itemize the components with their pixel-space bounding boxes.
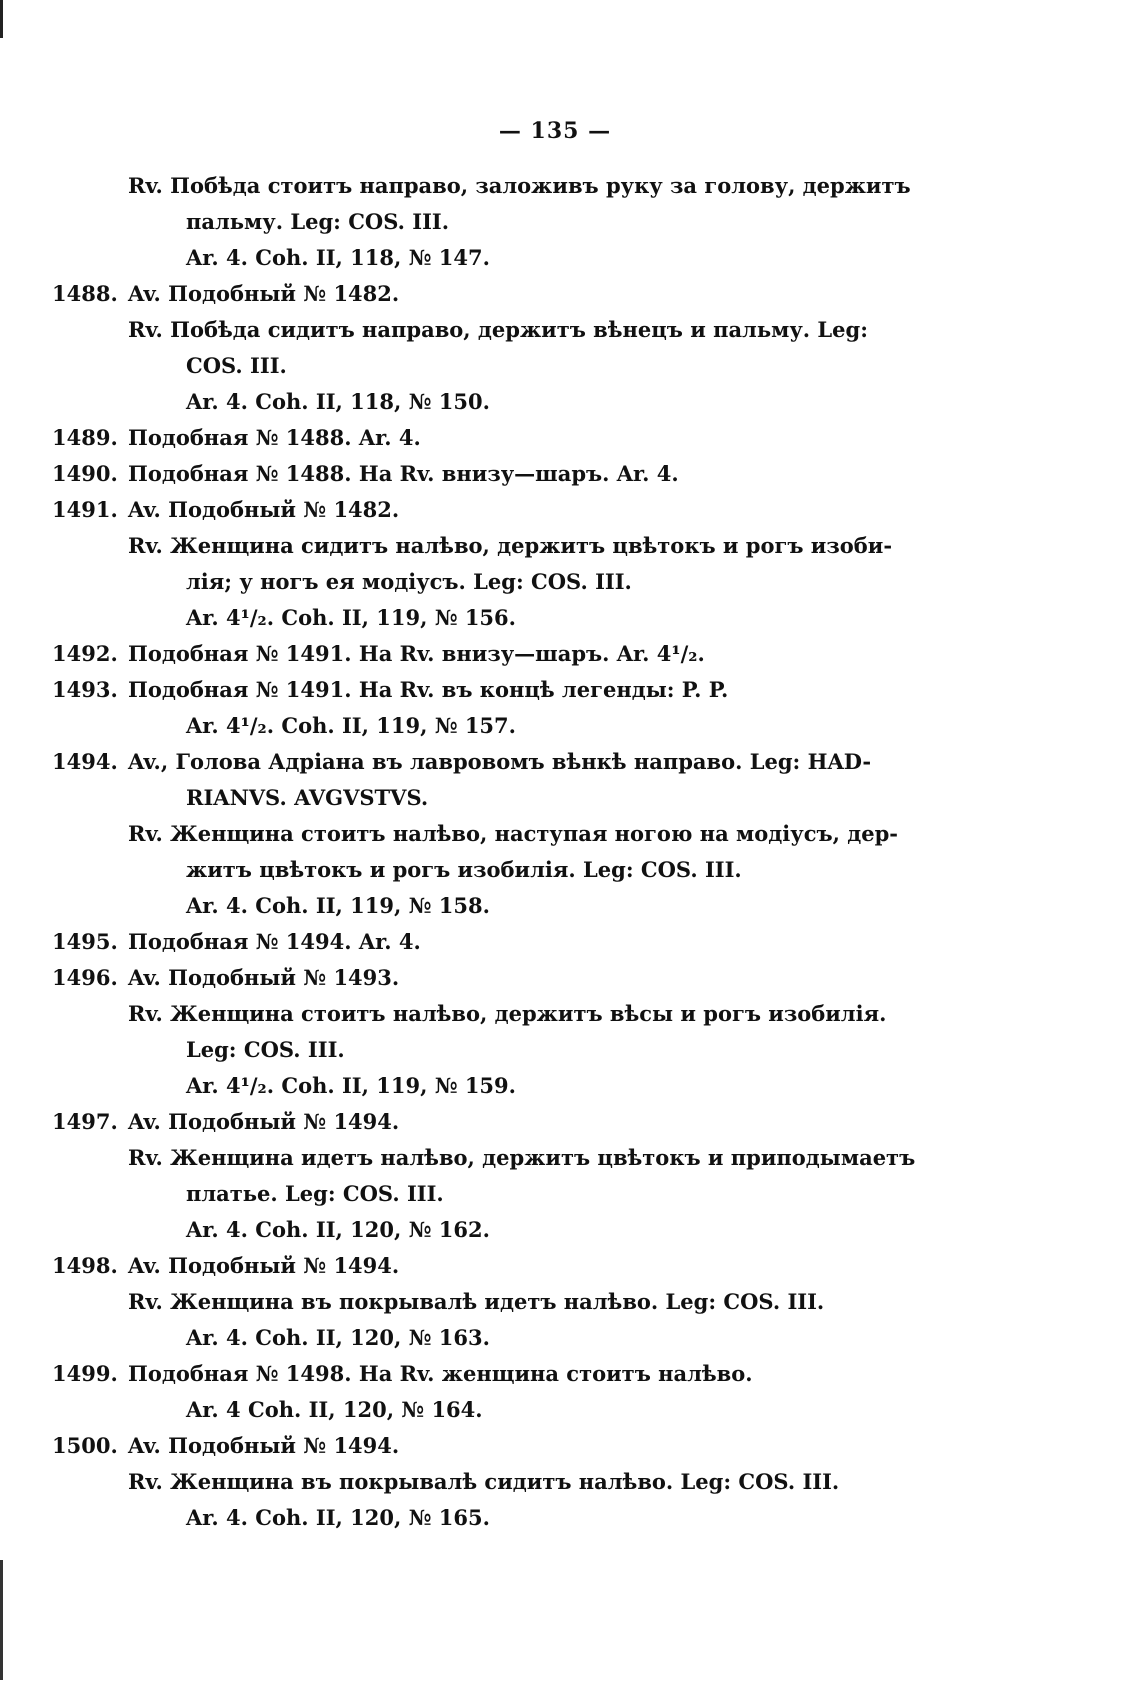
entry-line-text: Ar. 4. Coh. II, 119, № 158. [186, 893, 490, 918]
entry-line [52, 852, 892, 888]
entry-line [52, 816, 898, 852]
scan-edge-mark-bottom [0, 1560, 3, 1680]
entry-line [52, 564, 892, 600]
page-number: — 135 — [498, 118, 612, 144]
entry-line [52, 1248, 892, 1284]
entry-line-text: Av. Подобный № 1494. [128, 1109, 400, 1134]
entry-line-text: Ar. 4. Coh. II, 120, № 163. [186, 1325, 490, 1350]
entry-line [52, 1356, 892, 1392]
entry-line [52, 312, 892, 348]
entry-line [52, 1104, 892, 1140]
entry-line [52, 420, 892, 456]
entry-number: 1492. [52, 641, 118, 666]
entry-line-text: Подобная № 1488. Ar. 4. [128, 425, 421, 450]
entry-line [52, 888, 892, 924]
entry-line [52, 240, 892, 276]
entry-line-text: Av. Подобный № 1482. [128, 497, 400, 522]
entry-line [52, 780, 892, 816]
entry-line-text: COS. III. [186, 353, 287, 378]
entry-line-text: лія; у ногъ ея модіусъ. Leg: COS. III. [186, 569, 632, 594]
entry-line [52, 1500, 892, 1536]
entry-line [52, 168, 911, 204]
scan-edge-mark-top [0, 0, 3, 38]
entry-line-text: Av., Голова Адріана въ лавровомъ вѣнкѣ направо. Leg: HAD- [128, 749, 872, 774]
entry-number: 1496. [52, 965, 118, 990]
entry-line-text: Av. Подобный № 1494. [128, 1433, 400, 1458]
entry-number: 1495. [52, 929, 118, 954]
entry-number: 1499. [52, 1361, 118, 1386]
entry-line-text: Ar. 4. Coh. II, 118, № 147. [186, 245, 490, 270]
entry-line-text: Ar. 4 Coh. II, 120, № 164. [186, 1397, 483, 1422]
entry-line [52, 924, 892, 960]
entry-number: 1500. [52, 1433, 118, 1458]
entry-line-text: Av. Подобный № 1493. [128, 965, 400, 990]
entry-line [52, 636, 892, 672]
entry-line-text: Ar. 4¹/₂. Coh. II, 119, № 159. [186, 1073, 516, 1098]
entry-line-text: Ar. 4¹/₂. Coh. II, 119, № 156. [186, 605, 516, 630]
entry-line-text: житъ цвѣтокъ и рогъ изобилія. Leg: COS. III. [186, 857, 742, 882]
entry-line [52, 1212, 892, 1248]
entry-line-text: Подобная № 1491. На Rv. внизу—шаръ. Ar. 4¹/₂. [128, 641, 705, 666]
entry-number: 1488. [52, 281, 118, 306]
entry-line-text: Подобная № 1494. Ar. 4. [128, 929, 421, 954]
entry-line-text: Подобная № 1488. На Rv. внизу—шаръ. Ar. 4. [128, 461, 679, 486]
entry-line-text: Ar. 4. Coh. II, 120, № 165. [186, 1505, 490, 1530]
entry-line-text: Ar. 4. Coh. II, 120, № 162. [186, 1217, 490, 1242]
entry-line [52, 708, 892, 744]
entry-line [52, 996, 892, 1032]
entry-line-text: RIANVS. AVGVSTVS. [186, 785, 429, 810]
entry-line [52, 492, 892, 528]
entry-number: 1494. [52, 749, 118, 774]
entry-line [52, 1032, 892, 1068]
entry-number: 1489. [52, 425, 118, 450]
entry-line [52, 528, 892, 564]
entry-line [52, 672, 892, 708]
entry-line [52, 744, 892, 780]
entry-line [52, 384, 892, 420]
entry-line [52, 1176, 892, 1212]
entry-line [52, 276, 892, 312]
entry-line-text: Подобная № 1491. На Rv. въ концѣ легенды: P. P. [128, 677, 729, 702]
entry-line-text: Av. Подобный № 1494. [128, 1253, 400, 1278]
entry-line-text: Av. Подобный № 1482. [128, 281, 400, 306]
entry-line-text: Rv. Женщина сидитъ налѣво, держитъ цвѣтокъ и рогъ изоби- [128, 533, 893, 558]
entry-line-text: Rv. Побѣда стоитъ направо, заложивъ руку за голову, держитъ [128, 173, 911, 198]
entry-line [52, 600, 892, 636]
entry-line [52, 456, 892, 492]
entry-number: 1493. [52, 677, 118, 702]
entry-line [52, 1428, 892, 1464]
entry-number: 1491. [52, 497, 118, 522]
entry-line-text: Rv. Женщина стоитъ налѣво, наступая ногою на модіусъ, дер- [128, 821, 898, 846]
entry-number: 1498. [52, 1253, 118, 1278]
entry-line-text: Leg: COS. III. [186, 1037, 345, 1062]
entry-line-text: Rv. Женщина идетъ налѣво, держитъ цвѣтокъ и приподымаетъ [128, 1145, 916, 1170]
entry-line-text: пальму. Leg: COS. III. [186, 209, 450, 234]
entry-line [52, 1464, 892, 1500]
entry-line [52, 348, 892, 384]
entry-line [52, 1140, 916, 1176]
entry-line [52, 1320, 892, 1356]
entry-line-text: Rv. Побѣда сидитъ направо, держитъ вѣнецъ и пальму. Leg: [128, 317, 868, 342]
entry-line [52, 204, 892, 240]
entry-number: 1490. [52, 461, 118, 486]
entry-line-text: Rv. Женщина въ покрывалѣ идетъ налѣво. Leg: COS. III. [128, 1289, 825, 1314]
entry-line [52, 1392, 892, 1428]
entry-line-text: Подобная № 1498. На Rv. женщина стоитъ налѣво. [128, 1361, 753, 1386]
entry-line-text: Ar. 4. Coh. II, 118, № 150. [186, 389, 490, 414]
entry-line-text: Rv. Женщина стоитъ налѣво, держитъ вѣсы и рогъ изобилія. [128, 1001, 887, 1026]
entry-line-text: Ar. 4¹/₂. Coh. II, 119, № 157. [186, 713, 516, 738]
entry-line [52, 1068, 892, 1104]
entry-line-text: платье. Leg: COS. III. [186, 1181, 444, 1206]
entry-line [52, 1284, 892, 1320]
entry-line-text: Rv. Женщина въ покрывалѣ сидитъ налѣво. Leg: COS. III. [128, 1469, 840, 1494]
catalog-entries [52, 168, 916, 1536]
entry-number: 1497. [52, 1109, 118, 1134]
entry-line [52, 960, 892, 996]
